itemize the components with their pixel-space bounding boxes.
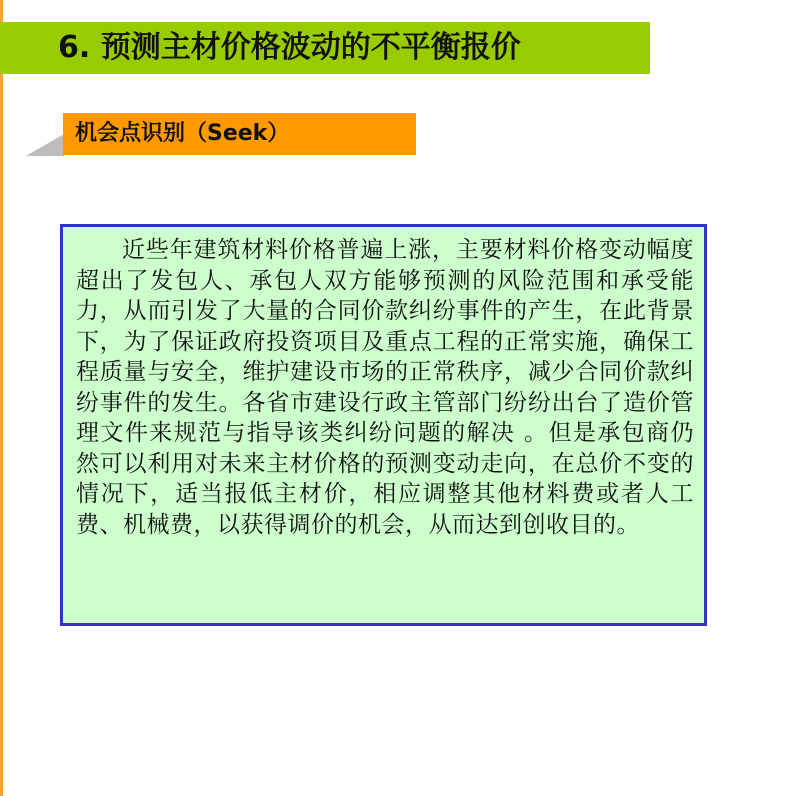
title-bar bbox=[0, 22, 650, 74]
left-accent-rule bbox=[0, 0, 3, 796]
slide-title: 6. 预测主材价格波动的不平衡报价 bbox=[58, 30, 521, 65]
section-label: 机会点识别（Seek） bbox=[75, 121, 290, 146]
section-tag bbox=[63, 113, 416, 155]
body-paragraph: 近些年建筑材料价格普遍上涨，主要材料价格变动幅度超出了发包人、承包人双方能够预测的风险范围和承受能力，从而引发了大量的合同价款纠纷事件的产生，在此背景下，为了保证政府投资项目及重点工程的正常实施，确保工程质量与安全，维护建设市场的正常秩序，减少合同价款纠纷事件的发生。各省市建设行政主管部门纷纷出台了造价管理文件来规范与指导该类纠纷问题的解决 。但是承包商仍然可以利用对未来主材价格的预测变动走向，在总价不变的情况下，适当报低主材价，相应调整其他材料费或者人工费、机械费，以获得调价的机会，从而达到创收目的。 bbox=[76, 237, 694, 538]
content-box bbox=[60, 224, 707, 626]
section-arrow-icon bbox=[26, 134, 64, 156]
